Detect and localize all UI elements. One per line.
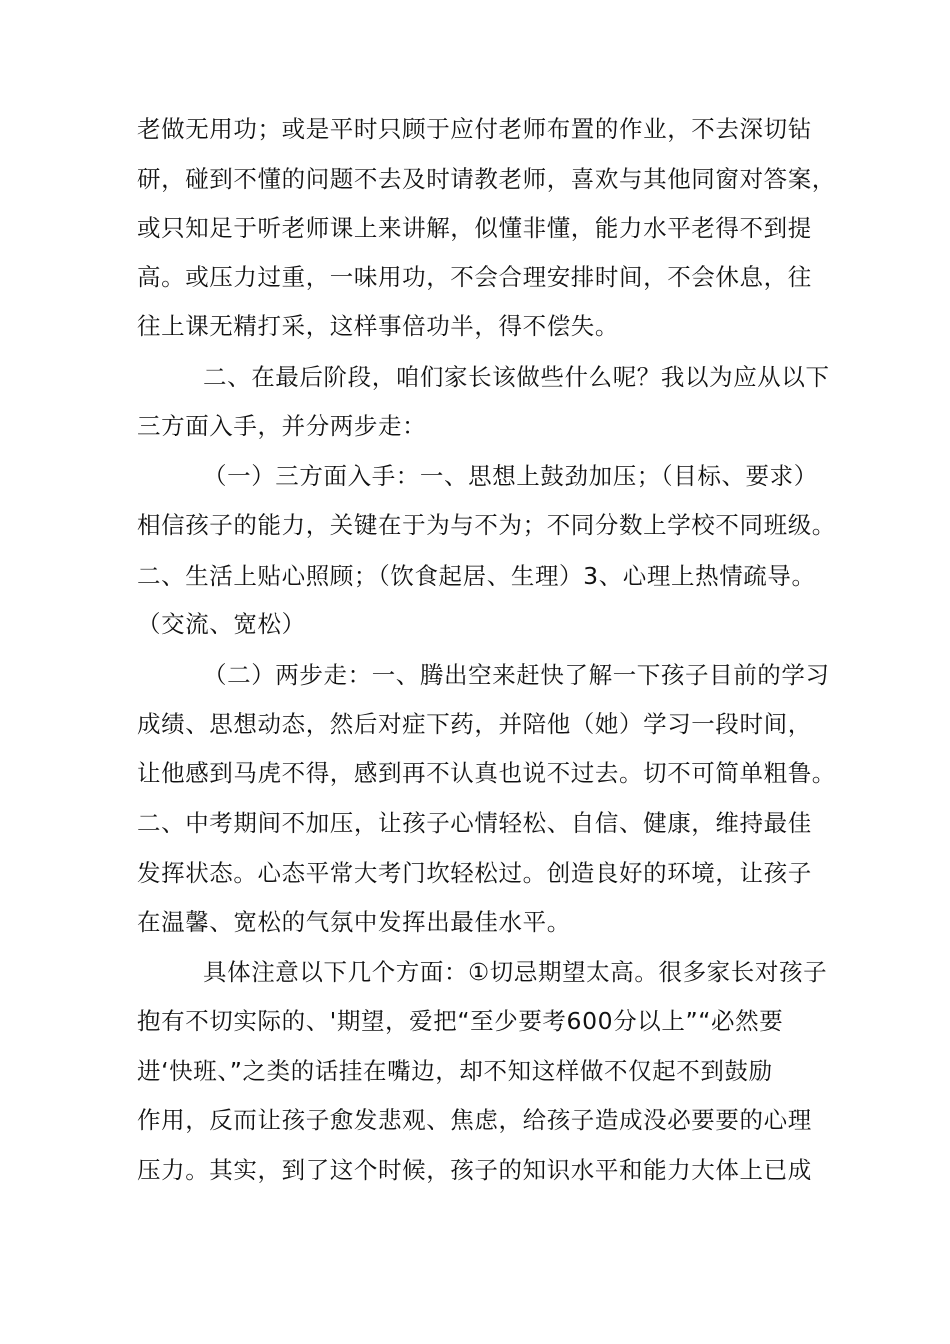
text-line: 抱有不切实际的、'期望，爱把“至少要考600分以上”“必然要 (137, 1007, 784, 1035)
paragraph-start-line: （一）三方面入手：一、思想上鼓劲加压；（目标、要求） (203, 462, 818, 490)
text-line: 或只知足于听老师课上来讲解，似懂非懂，能力水平老得不到提 (137, 214, 812, 242)
text-line: 相信孩子的能力，关键在于为与不为；不同分数上学校不同班级。 (137, 511, 836, 539)
text-line: 进‘快班、”之类的话挂在嘴边，却不知这样做不仅起不到鼓励 (137, 1057, 773, 1085)
paragraph-start-line: 具体注意以下几个方面：①切忌期望太高。很多家长对孩子 (203, 958, 828, 986)
text-line: 高。或压力过重，一味用功，不会合理安排时间，不会休息，往 (137, 263, 812, 291)
text-line: 研，碰到不懂的问题不去及时请教老师，喜欢与其他同窗对答案， (137, 165, 836, 193)
text-line: 压力。其实，到了这个时候，孩子的知识水平和能力大体上已成 (137, 1156, 812, 1184)
text-line: 老做无用功；或是平时只顾于应付老师布置的作业，不去深切钻 (137, 115, 812, 143)
text-line: （交流、宽松） (137, 610, 306, 638)
text-line: 让他感到马虎不得，感到再不认真也说不过去。切不可简单粗鲁。 (137, 759, 836, 787)
text-line: 三方面入手，并分两步走： (137, 412, 427, 440)
text-line: 二、生活上贴心照顾；（饮食起居、生理）3、心理上热情疏导。 (137, 562, 816, 590)
paragraph-start-line: 二、在最后阶段，咱们家长该做些什么呢？我以为应从以下 (203, 363, 830, 391)
text-line: 在温馨、宽松的气氛中发挥出最佳水平。 (137, 908, 571, 936)
text-line: 发挥状态。心态平常大考门坎轻松过。创造良好的环境，让孩子 (137, 859, 812, 887)
text-line: 作用，反而让孩子愈发悲观、焦虑，给孩子造成没必要要的心理 (137, 1106, 812, 1134)
text-line: 成绩、思想动态，然后对症下药，并陪他（她）学习一段时间， (137, 710, 812, 738)
paragraph-start-line: （二）两步走：一、腾出空来赶快了解一下孩子目前的学习 (203, 661, 830, 689)
text-line: 二、中考期间不加压，让孩子心情轻松、自信、健康，维持最佳 (137, 809, 812, 837)
text-line: 往上课无精打采，这样事倍功半，得不偿失。 (137, 312, 619, 340)
